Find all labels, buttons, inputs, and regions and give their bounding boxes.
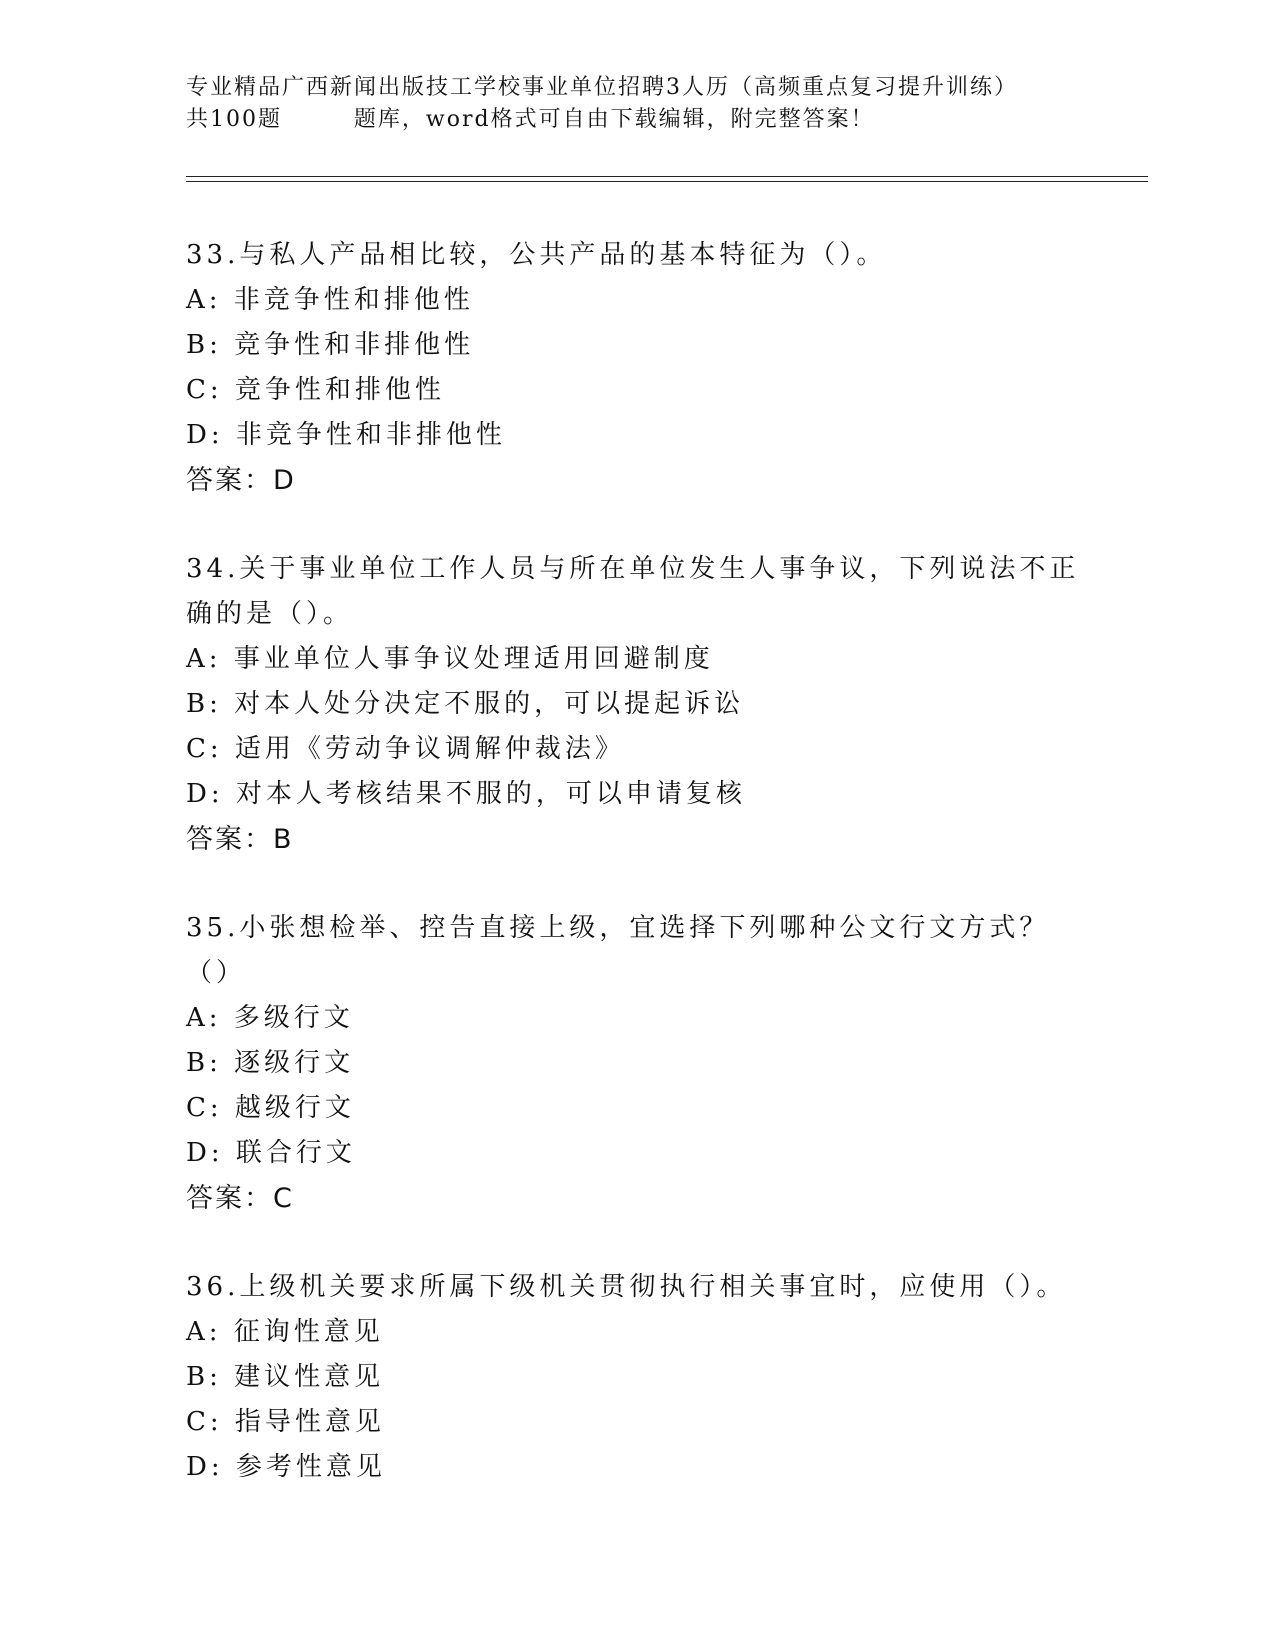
option-a: A: 事业单位人事争议处理适用回避制度	[186, 644, 714, 674]
question-text: 34.关于事业单位工作人员与所在单位发生人事争议，下列说法不正确的是（）。	[186, 554, 1080, 629]
question-33	[186, 233, 1086, 503]
question-text: 33.与私人产品相比较，公共产品的基本特征为（）。	[186, 240, 887, 270]
question-list	[186, 233, 1086, 1534]
document-header	[186, 72, 1086, 136]
option-b: B: 竞争性和非排他性	[186, 330, 475, 360]
option-b: B: 逐级行文	[186, 1048, 355, 1078]
option-c: C: 越级行文	[186, 1093, 355, 1123]
option-c: C: 指导性意见	[186, 1407, 385, 1437]
option-d: D: 对本人考核结果不服的，可以申请复核	[186, 779, 746, 809]
option-d: D: 参考性意见	[186, 1452, 386, 1482]
question-text: 35.小张想检举、控告直接上级，宜选择下列哪种公文行文方式？（）	[186, 913, 1050, 988]
answer-line: 答案：C	[186, 1183, 294, 1214]
option-b: B: 对本人处分决定不服的，可以提起诉讼	[186, 689, 745, 719]
question-35	[186, 906, 1086, 1221]
option-c: C: 竞争性和排他性	[186, 375, 445, 405]
header-divider-top	[186, 176, 1148, 177]
question-text: 36.上级机关要求所属下级机关贯彻执行相关事宜时，应使用（）。	[186, 1272, 1067, 1302]
option-d: D: 联合行文	[186, 1138, 356, 1168]
question-34	[186, 547, 1086, 862]
option-a: A: 多级行文	[186, 1003, 354, 1033]
header-divider-bottom	[186, 181, 1148, 182]
option-a: A: 征询性意见	[186, 1317, 384, 1347]
answer-line: 答案：D	[186, 465, 296, 496]
answer-line: 答案：B	[186, 824, 294, 855]
question-36	[186, 1265, 1086, 1490]
header-subtitle-line: 共100题 题库，word格式可自由下载编辑，附完整答案！	[186, 107, 875, 132]
header-title-line: 专业精品广西新闻出版技工学校事业单位招聘3人历（高频重点复习提升训练）	[186, 75, 1018, 100]
option-a: A: 非竞争性和排他性	[186, 285, 474, 315]
option-b: B: 建议性意见	[186, 1362, 385, 1392]
option-d: D: 非竞争性和非排他性	[186, 420, 506, 450]
option-c: C: 适用《劳动争议调解仲裁法》	[186, 734, 625, 764]
